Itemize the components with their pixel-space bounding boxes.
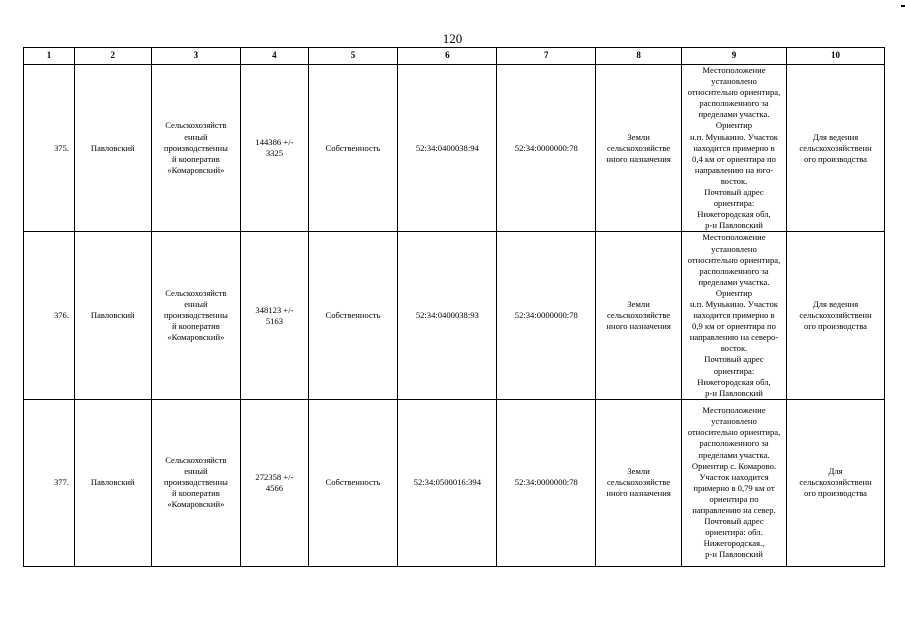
- row-number: 377.: [24, 399, 75, 566]
- location-cell-line: 0,4 км от ориентира по: [692, 153, 776, 164]
- location-cell-line: относительно ориентира,: [687, 254, 781, 265]
- header-cell-6: 6: [398, 48, 497, 65]
- header-row: [24, 48, 885, 65]
- owner-cell: [151, 232, 241, 399]
- location-cell-line: восток.: [720, 175, 748, 186]
- location-cell-line: Местоположение: [702, 232, 766, 243]
- location-cell-line: находится примерно в: [693, 310, 775, 321]
- location-cell: [681, 399, 786, 566]
- district-cell: Павловский: [75, 65, 152, 232]
- permitted-use-cell-line: Для: [828, 466, 843, 477]
- location-cell-line: н.п. Мунькино. Участок: [689, 131, 778, 142]
- location-cell-line: установлено: [711, 416, 757, 427]
- location-cell: [681, 65, 786, 232]
- permitted-use-cell-line: ого производства: [804, 488, 867, 499]
- location-cell-line: направлению на северо-: [689, 332, 779, 343]
- land-category-cell-line: нного назначения: [606, 153, 671, 164]
- location-cell-line: р-н Павловский: [705, 387, 763, 398]
- location-cell-line: ориентира:: [713, 365, 755, 376]
- permitted-use-cell-line: Для ведения: [812, 298, 859, 309]
- owner-cell-line: енный: [184, 466, 208, 477]
- land-category-cell-line: Земли: [627, 466, 650, 477]
- location-cell-line: Ориентир: [715, 287, 753, 298]
- right-type-cell: Собственность: [308, 399, 398, 566]
- land-category-cell-line: нного назначения: [606, 488, 671, 499]
- location-cell-line: Почтовый адрес: [704, 187, 764, 198]
- location-cell-line: Нижегородская обл,: [697, 376, 771, 387]
- owner-cell: [151, 399, 241, 566]
- header-cell-5: 5: [308, 48, 398, 65]
- right-type-cell: Собственность: [308, 65, 398, 232]
- location-cell-line: р-н Павловский: [705, 220, 763, 231]
- header-cell-10: 10: [787, 48, 885, 65]
- permitted-use-cell-line: сельскохозяйственн: [799, 477, 872, 488]
- location-cell-line: Нижегородская.,: [703, 538, 765, 549]
- cadastral-number-cell: 52:34:0400038:94: [398, 65, 497, 232]
- cadastral-number-cell: 52:34:0400038:93: [398, 232, 497, 399]
- owner-cell-line: «Комаровский»: [167, 332, 225, 343]
- location-cell-line: расположенного за: [699, 265, 769, 276]
- right-type-cell: Собственность: [308, 232, 398, 399]
- header-cell-3: 3: [151, 48, 241, 65]
- location-cell-line: относительно ориентира,: [687, 427, 781, 438]
- district-cell: Павловский: [75, 399, 152, 566]
- location-cell-line: восток.: [720, 343, 748, 354]
- owner-cell-line: «Комаровский»: [167, 164, 225, 175]
- corner-mark: [901, 5, 905, 7]
- land-category-cell-line: Земли: [627, 298, 650, 309]
- location-cell-line: р-н Павловский: [705, 549, 763, 560]
- permitted-use-cell-line: ого производства: [804, 321, 867, 332]
- area-cell-line: 5163: [265, 315, 284, 326]
- land-category-cell-line: сельскохозяйстве: [607, 477, 671, 488]
- location-cell: [681, 232, 786, 399]
- location-cell-line: расположенного за: [699, 438, 769, 449]
- land-category-cell: [596, 232, 682, 399]
- table-row: [24, 399, 885, 566]
- header-cell-7: 7: [497, 48, 596, 65]
- owner-cell-line: енный: [184, 298, 208, 309]
- owner-cell: [151, 65, 241, 232]
- location-cell-line: направлению на север.: [692, 505, 776, 515]
- header-cell-8: 8: [596, 48, 682, 65]
- location-cell-line: ориентира по: [709, 493, 759, 504]
- owner-cell-line: «Комаровский»: [167, 499, 225, 510]
- land-category-cell: [596, 399, 682, 566]
- header-cell-9: 9: [681, 48, 786, 65]
- location-cell-line: пределами участка.: [698, 449, 770, 460]
- permitted-use-cell-line: сельскохозяйственн: [799, 142, 872, 153]
- area-cell-line: 3325: [265, 148, 284, 159]
- location-cell-line: направлению на юго-: [694, 164, 774, 175]
- area-cell-line: 348123 +/-: [255, 304, 294, 315]
- parent-cadastral-cell: 52:34:0000000:78: [497, 232, 596, 399]
- location-cell-line: Местоположение: [702, 405, 766, 416]
- owner-cell-line: производственны: [163, 310, 228, 321]
- location-cell-line: относительно ориентира,: [687, 87, 781, 98]
- location-cell-line: Почтовый адрес: [704, 516, 764, 527]
- location-cell-line: ориентира: обл.: [705, 527, 763, 538]
- permitted-use-cell: [787, 65, 885, 232]
- row-number: 375.: [24, 65, 75, 232]
- location-cell-line: пределами участка.: [698, 276, 770, 287]
- district-cell: Павловский: [75, 232, 152, 399]
- owner-cell-line: енный: [184, 131, 208, 142]
- location-cell-line: Ориентир с. Комарово.: [691, 460, 777, 471]
- location-cell-line: пределами участка.: [698, 109, 770, 120]
- area-cell-line: 144386 +/-: [255, 137, 294, 148]
- owner-cell-line: Сельскохозяйств: [165, 120, 227, 131]
- area-cell: [241, 65, 308, 232]
- location-cell-line: н.п. Мунькино. Участок: [689, 298, 778, 309]
- location-cell-line: установлено: [711, 243, 757, 254]
- land-category-cell-line: сельскохозяйстве: [607, 310, 671, 321]
- permitted-use-cell-line: сельскохозяйственн: [799, 310, 872, 321]
- permitted-use-cell: [787, 232, 885, 399]
- cadastral-number-cell: 52:34:0500016:394: [398, 399, 497, 566]
- location-cell-line: ориентира:: [713, 198, 755, 209]
- area-cell: [241, 399, 308, 566]
- header-cell-4: 4: [241, 48, 308, 65]
- location-cell-line: Почтовый адрес: [704, 354, 764, 365]
- land-category-cell-line: сельскохозяйстве: [607, 142, 671, 153]
- land-category-cell-line: нного назначения: [606, 321, 671, 332]
- owner-cell-line: й кооператив: [171, 321, 220, 332]
- owner-cell-line: й кооператив: [171, 488, 220, 499]
- table-body: [24, 65, 885, 567]
- owner-cell-line: производственны: [163, 477, 228, 488]
- owner-cell-line: й кооператив: [171, 153, 220, 164]
- location-cell-line: находится примерно в: [693, 142, 775, 153]
- land-category-cell-line: Земли: [627, 131, 650, 142]
- location-cell-line: Ориентир: [715, 120, 753, 131]
- location-cell-line: примерно в 0,79 км от: [693, 482, 775, 493]
- header-cell-2: 2: [75, 48, 152, 65]
- owner-cell-line: производственны: [163, 142, 228, 153]
- header-cell-1: 1: [24, 48, 75, 65]
- table-row: [24, 65, 885, 232]
- location-cell-line: расположенного за: [699, 98, 769, 109]
- location-cell-line: Участок находится: [699, 471, 769, 482]
- row-number: 376.: [24, 232, 75, 399]
- permitted-use-cell: [787, 399, 885, 566]
- area-cell-line: 272358 +/-: [255, 471, 294, 482]
- location-cell-line: установлено: [711, 76, 757, 87]
- area-cell-line: 4566: [265, 482, 284, 493]
- area-cell: [241, 232, 308, 399]
- parent-cadastral-cell: 52:34:0000000:78: [497, 399, 596, 566]
- parent-cadastral-cell: 52:34:0000000:78: [497, 65, 596, 232]
- owner-cell-line: Сельскохозяйств: [165, 287, 227, 298]
- permitted-use-cell-line: Для ведения: [812, 131, 859, 142]
- table-row: [24, 232, 885, 399]
- land-category-cell: [596, 65, 682, 232]
- page-number: 120: [442, 31, 463, 46]
- location-cell-line: Местоположение: [702, 65, 766, 75]
- location-cell-line: 0,9 км от ориентира по: [692, 321, 776, 332]
- owner-cell-line: Сельскохозяйств: [165, 455, 227, 466]
- permitted-use-cell-line: ого производства: [804, 153, 867, 164]
- land-registry-table: [23, 47, 885, 567]
- location-cell-line: Нижегородская обл,: [697, 209, 771, 220]
